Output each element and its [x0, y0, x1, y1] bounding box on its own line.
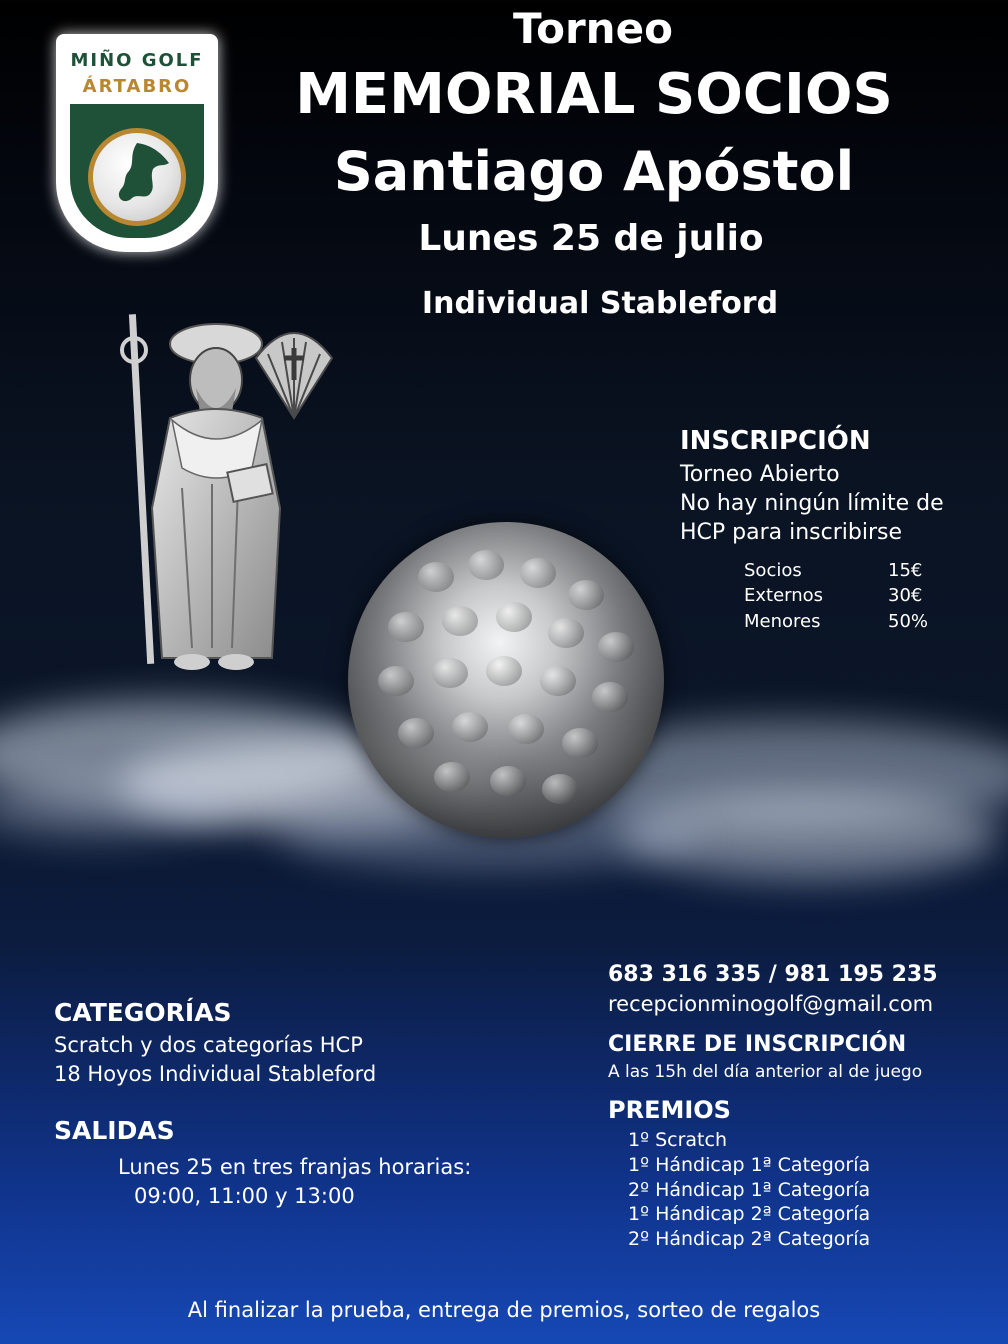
logo-line-2: ÁRTABRO: [82, 76, 192, 97]
inscripcion-line-2: No hay ningún límite de: [680, 491, 944, 516]
price-label-socios: Socios: [744, 560, 802, 581]
categorias-line-1: Scratch y dos categorías HCP: [54, 1033, 363, 1057]
contact-email[interactable]: recepcionminogolf@gmail.com: [608, 992, 934, 1016]
inscripcion-line-3: HCP para inscribirse: [680, 520, 903, 545]
footer-text: Al finalizar la prueba, entrega de premios, sorteo de regalos: [187, 1298, 821, 1322]
price-value-menores: 50%: [888, 611, 929, 632]
premio-item: 2º Hándicap 1ª Categoría: [628, 1179, 871, 1201]
premio-item: 1º Scratch: [628, 1129, 727, 1151]
contact-phones: 683 316 335 / 981 195 235: [608, 962, 938, 987]
price-label-externos: Externos: [744, 585, 824, 606]
premios-heading: PREMIOS: [608, 1096, 731, 1124]
logo-line-1: MIÑO GOLF: [70, 50, 204, 71]
premio-item: 1º Hándicap 2ª Categoría: [628, 1203, 871, 1225]
tournament-format: Individual Stableford: [421, 286, 779, 321]
logo-shield: [70, 104, 204, 238]
salidas-line-2: 09:00, 11:00 y 13:00: [134, 1184, 355, 1208]
categorias-heading: CATEGORÍAS: [54, 998, 232, 1027]
golf-ball-map-icon: [88, 128, 186, 226]
tournament-subtitle: Santiago Apóstol: [333, 140, 855, 203]
categorias-line-2: 18 Hoyos Individual Stableford: [54, 1062, 377, 1086]
inscripcion-heading: INSCRIPCIÓN: [680, 426, 871, 456]
tournament-date: Lunes 25 de julio: [418, 218, 764, 259]
price-value-socios: 15€: [888, 560, 923, 581]
premio-item: 1º Hándicap 1ª Categoría: [628, 1154, 871, 1176]
cierre-heading: CIERRE DE INSCRIPCIÓN: [608, 1032, 907, 1057]
torneo-label: Torneo: [513, 4, 673, 53]
premio-item: 2º Hándicap 2ª Categoría: [628, 1228, 871, 1250]
cierre-text: A las 15h del día anterior al de juego: [608, 1062, 923, 1082]
scallop-shell-icon: [246, 318, 342, 422]
salidas-heading: SALIDAS: [54, 1116, 175, 1145]
tournament-name: MEMORIAL SOCIOS: [295, 62, 893, 127]
price-label-menores: Menores: [744, 611, 821, 632]
inscripcion-line-1: Torneo Abierto: [680, 462, 840, 487]
club-logo: [56, 34, 218, 252]
salidas-line-1: Lunes 25 en tres franjas horarias:: [118, 1155, 472, 1179]
golf-ball-image: [348, 522, 664, 838]
price-value-externos: 30€: [888, 585, 923, 606]
